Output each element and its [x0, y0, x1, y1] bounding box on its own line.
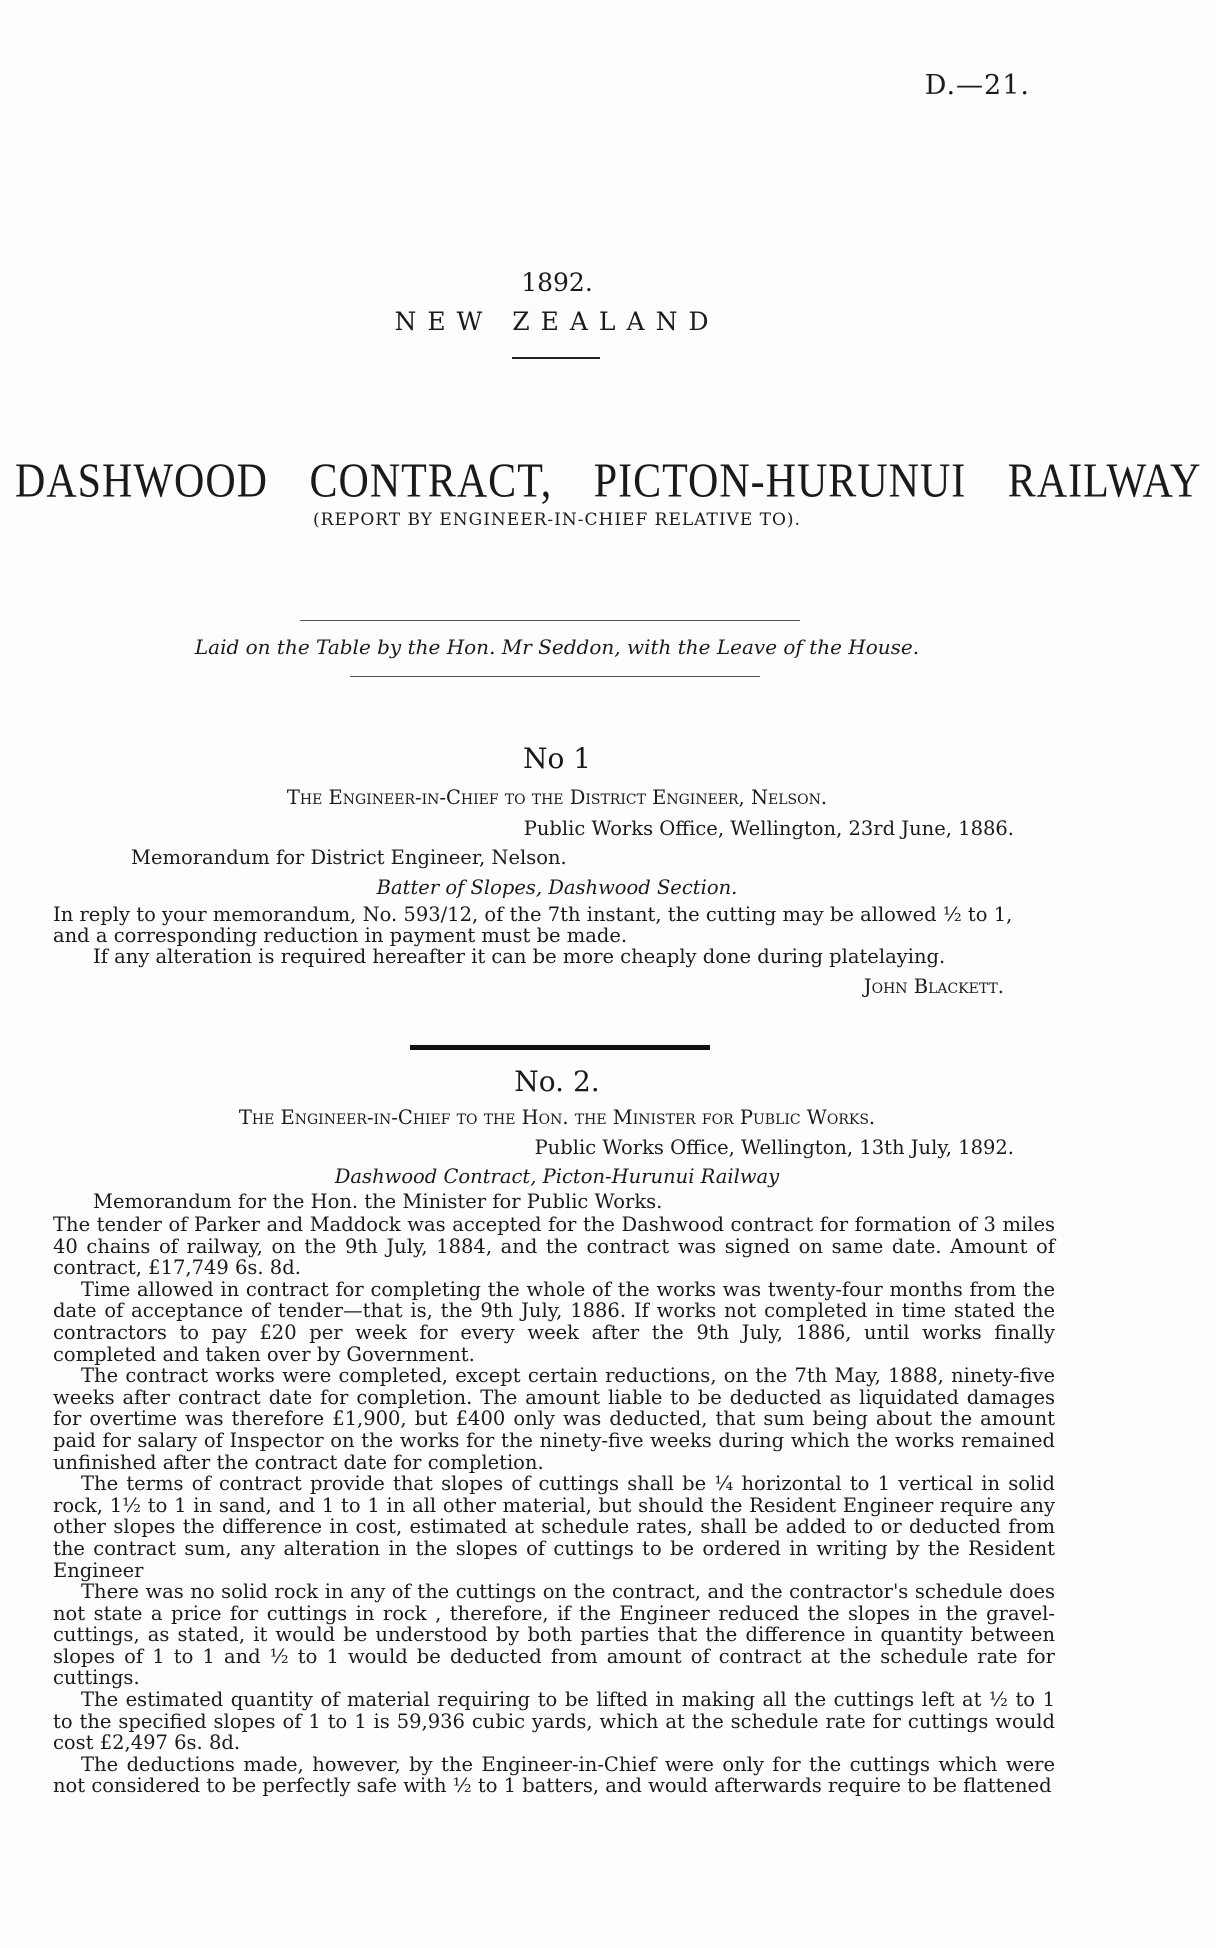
divider-lower — [350, 676, 760, 677]
letter-1-body-line: In reply to your memorandum, No. 593/12, of the 7th instant, the cutting may be allowed ½ to 1, — [53, 903, 1013, 926]
paragraph: The estimated quantity of material requiring to be lifted in making all the cuttings left at ½ to 1 to the specified slopes of 1 to 1 is 59,936 cubic yards, which at the schedule rate for cuttings would cost £2,497 6s. 8d. — [53, 1688, 1055, 1755]
title-word: CONTRACT, — [309, 455, 553, 509]
laid-on-table-note: Laid on the Table by the Hon. Mr Seddon, with the Leave of the House. — [194, 635, 920, 659]
year: 1892. — [521, 268, 593, 297]
letter-1-signature: John Blackett. — [863, 975, 1004, 998]
paragraph: The terms of contract provide that slopes of cuttings shall be ¼ horizontal to 1 vertical in solid rock, 1½ to 1 in sand, and 1 to 1 in all other material, but should the Resident Engineer require any other slopes the difference in cost, estimated at schedule rates, shall be added to or deducted from the contract sum, any alteration in the slopes of cuttings to be ordered in writing by the Resident Engineer — [53, 1472, 1055, 1582]
section-divider — [410, 1045, 710, 1050]
letter-1-body-line: If any alteration is required hereafter it can be more cheaply done during platelaying. — [93, 945, 946, 968]
letter-2-body — [53, 1214, 1055, 1797]
letter-1-memo-for: Memorandum for District Engineer, Nelson. — [131, 846, 567, 869]
document-number: D.—21. — [924, 70, 1030, 101]
letter-1-from-to: The Engineer-in-Chief to the District Engineer, Nelson. — [286, 786, 828, 809]
paragraph: Time allowed in contract for completing the whole of the works was twenty-four months from the date of acceptance of tender—that is, the 9th July, 1886. If works not completed in time stated the contractors to pay £20 per week for every week after the 9th July, 1886, until works finally completed and taken over by Government. — [53, 1277, 1055, 1366]
paragraph: The deductions made, however, by the Engineer-in-Chief were only for the cuttings which were not considered to be perfectly safe with ½ to 1 batters, and would afterwards require to be flattened — [53, 1752, 1055, 1798]
document-subtitle: (REPORT BY ENGINEER-IN-CHIEF RELATIVE TO). — [313, 510, 801, 530]
document-title — [0, 454, 1202, 509]
letter-2-memo-for: Memorandum for the Hon. the Minister for Public Works. — [93, 1190, 663, 1213]
letter-2-subject: Dashwood Contract, Picton-Hurunui Railway — [334, 1165, 780, 1188]
paragraph: The tender of Parker and Maddock was accepted for the Dashwood contract for formation of 3 miles 40 chains of railway, on the 9th July, 1884, and the contract was signed on same date. Amount of contract, £17,749 6s. 8d. — [53, 1213, 1055, 1280]
letter-1-subject: Batter of Slopes, Dashwood Section. — [376, 876, 738, 899]
letter-1-office-date: Public Works Office, Wellington, 23rd June, 1886. — [523, 817, 1014, 840]
letter-2-from-to: The Engineer-in-Chief to the Hon. the Minister for Public Works. — [238, 1106, 876, 1129]
letter-2-office-date: Public Works Office, Wellington, 13th July, 1892. — [534, 1136, 1014, 1159]
divider-upper — [300, 620, 800, 621]
title-word: DASHWOOD — [15, 455, 268, 509]
paragraph: There was no solid rock in any of the cuttings on the contract, and the contractor's schedule does not state a price for cuttings in rock , therefore, if the Engineer reduced the slopes in the gravel-cuttings, as stated, it would be understood by both parties that the difference in quantity between slopes of 1 to 1 and ½ to 1 would be deducted from amount of contract at the schedule rate for cuttings. — [53, 1580, 1055, 1690]
letter-1-number: No 1 — [522, 742, 592, 775]
short-divider — [512, 357, 600, 359]
paragraph: The contract works were completed, except certain reductions, on the 7th May, 1888, ninety-five weeks after contract date for completion. The amount liable to be deducted as liquidated damages for overtime was therefore £1,900, but £400 only was deducted, that sum being about the amount paid for salary of Inspector on the works for the ninety-five weeks during which the works remained unfinished after the contract date for completion. — [53, 1364, 1055, 1474]
title-word: RAILWAY — [1007, 455, 1202, 509]
letter-2-number: No. 2. — [514, 1065, 600, 1098]
country: NEW ZEALAND — [394, 307, 720, 336]
title-word: PICTON-HURUNUI — [593, 455, 967, 509]
letter-1-body-line: and a corresponding reduction in payment must be made. — [53, 924, 628, 947]
